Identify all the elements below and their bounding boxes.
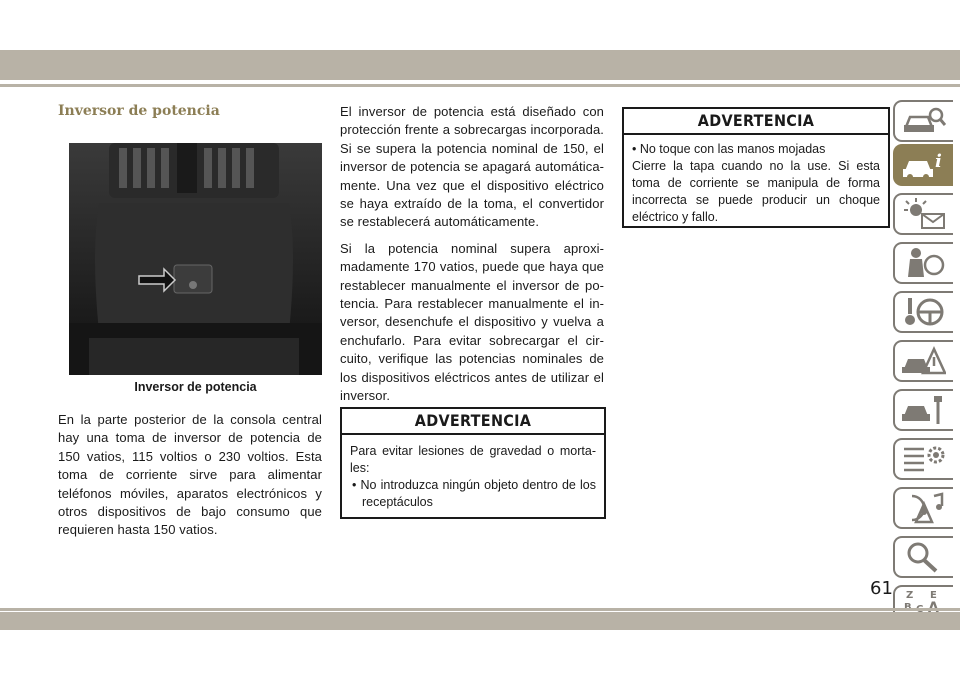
column-two [340,103,604,414]
list-gear-icon[interactable] [893,438,953,480]
car-info-icon[interactable] [893,144,953,186]
footer-band [0,612,960,630]
section-title: Inversor de potencia [58,103,220,119]
warning-text: Cierre la tapa cuando no la use. Si esta toma de corriente se manipula de forma incorrecta se puede producir un choque eléctrico y fallo. [632,159,880,224]
car-warning-icon[interactable] [893,340,953,382]
warning-box-1 [340,407,606,519]
page-number: 61 [870,578,893,599]
footer-line [0,608,960,611]
warning-bullet: • No introduzca ningún objeto dentro de los receptáculos [352,478,596,509]
svg-text:i: i [935,151,942,172]
warning-box-2 [622,107,890,228]
header-line [0,84,960,87]
magnifier-icon[interactable] [893,536,953,578]
car-search-icon[interactable] [893,100,953,142]
intro-paragraph: En la parte posterior de la consola central hay una toma de inversor de potencia de 150 vatios, 115 voltios o 230 voltios. Esta toma de corriente sirve para alimentar teléfonos móviles, aparatos electrónicos y otros dispositivos de bajo consumo que requieren hasta 150 vatios. [58,412,322,538]
steering-wheel-icon[interactable] [893,291,953,333]
index-letter: Z [906,590,914,601]
photo-caption: Inversor de potencia [134,380,257,394]
warning-text: Para evitar lesiones de gravedad o mortales: [350,444,596,475]
warning-header: ADVERTENCIA [624,109,888,135]
reset-paragraph: Si la potencia nominal supera aproximadamente 170 vatios, puede que haya que restablecer manualmente el inversor de potencia. Para restablecer manualmente el inversor, desenchufe el dispositivo y vuelva a enchufarlo. Para evitar sobrecargar el circuito, verifique las potencias nominales de los dispositivos eléctricos antes de utilizar el inversor. [340,240,604,404]
header-band [0,50,960,80]
warning-bullet: • No toque con las manos mojadas [632,142,826,156]
index-letter: E [930,590,937,601]
airbag-person-icon[interactable] [893,242,953,284]
car-tools-icon[interactable] [893,389,953,431]
protection-paragraph: El inversor de potencia está diseñado con protección frente a sobrecargas incorporada. Si se supera la potencia nominal de 150, el inversor de potencia se apagará automáticamente. Una vez que el dispositivo eléctrico se haya extraído de la toma, el convertidor se restablecerá automáticamente. [340,104,604,230]
multimedia-icon[interactable] [893,487,953,529]
console-photo [69,143,322,375]
warning-light-icon[interactable] [893,193,953,235]
warning-header: ADVERTENCIA [342,409,604,435]
